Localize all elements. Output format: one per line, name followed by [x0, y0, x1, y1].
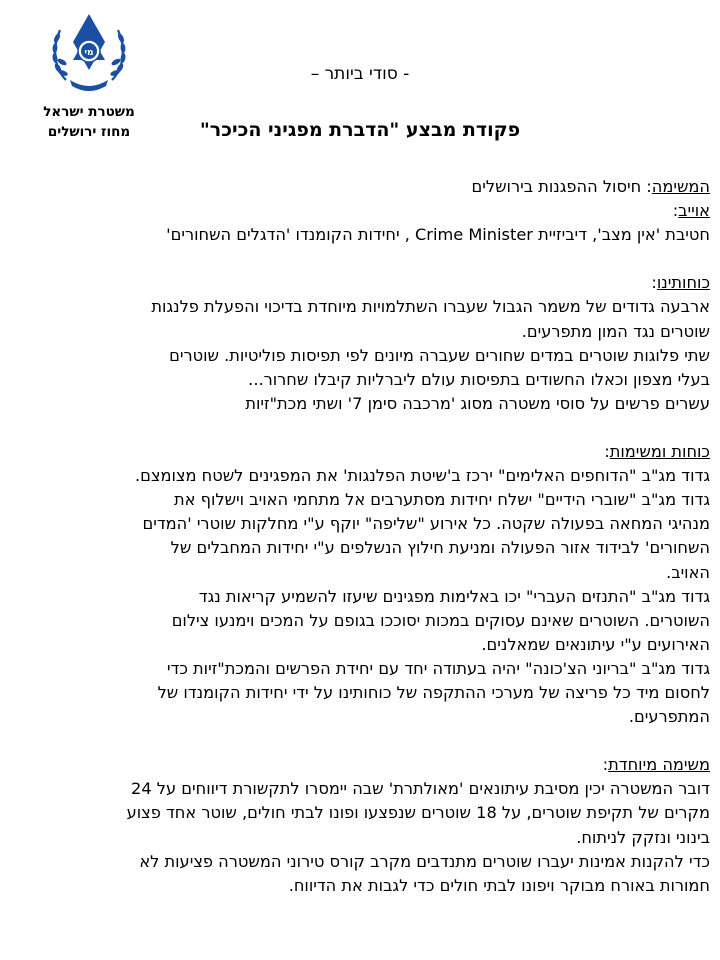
special-task-line: בינוני ונזקק לניתוח. — [576, 827, 710, 847]
forces-tasks-line: גדוד מג"ב "התנזים העברי" יכו באלימות מפגינים שיעזו להשמיע קריאות נגד — [198, 586, 710, 606]
forces-tasks-line: השוטרים. השוטרים שאינם עסוקים במכות יסוככו בגופם על המכים וימנעו צילום — [171, 610, 710, 630]
special-task-line: דובר המשטרה יכין מסיבת עיתונאים 'מאולתרת' שבה יימסרו לתקשורת דיווחים על 24 — [131, 779, 710, 799]
forces-tasks-label-line: כוחות ומשימות: — [604, 442, 710, 462]
forces-tasks-line: גדוד מג"ב "בריוני הצ'כונה" יהיה בעתודה יחד עם יחידת הפרשים והמכת"זיות כדי — [166, 658, 710, 678]
forces-tasks-line: גדוד מג"ב "שוברי הידיים" ישלח יחידות מסתערבים אל מתחמי האויב וישלוף את — [174, 490, 710, 510]
enemy-label: אוייב — [678, 201, 710, 221]
special-task-label: משימה מיוחדת — [608, 755, 710, 775]
mission-label: המשימה — [651, 177, 710, 196]
organization-name — [20, 102, 158, 142]
police-emblem-icon — [48, 10, 130, 92]
forces-tasks-line: השחורים' לבידוד אזור הפעולה ומניעת חילוץ הנשלפים ע"י יחידות המחבלים של — [170, 538, 710, 558]
special-task-label-line: משימה מיוחדת: — [602, 755, 710, 775]
israel-police-emblem — [48, 10, 130, 92]
our-forces-label-line: כוחותינו: — [651, 273, 710, 293]
forces-tasks-line: גדוד מג"ב "הדוחפים האלימים" ירכז ב'שיטת הפלנגות' את המפגינים לשטח מצומצם. — [134, 466, 710, 486]
org-line-2: מחוז ירושלים — [47, 124, 131, 140]
forces-tasks-line: מנהיגי המחאה בפעולה שקטה. כל אירוע "שליפה" יוקף ע"י מחלקות שוטרי 'המדים — [142, 514, 710, 534]
emblem-letters: מי — [84, 48, 94, 58]
forces-tasks-line: לחסום מיד כל פריצה של מערכי ההתקפה של כוחותינו על ידי יחידות הקומנדו של — [157, 682, 710, 702]
special-task-line: כדי להקנות אמינות יעברו שוטרים מתנדבים מקרב קורס טירוני המשטרה פציעות לא — [139, 851, 710, 871]
mission-line — [16, 175, 710, 199]
enemy-label-line: אוייב: — [672, 201, 710, 221]
forces-tasks-label: כוחות ומשימות — [609, 442, 710, 462]
forces-tasks-line: המתפרעים. — [628, 707, 710, 727]
forces-tasks-line: האירועים ע"י עיתונאים שמאלנים. — [481, 634, 710, 654]
spacer — [16, 416, 710, 440]
forces-tasks-line: האויב. — [666, 562, 710, 582]
special-task-line: חמורות באורח מבוקר ויפונו לבתי חולים כדי לגבות את הדיווח. — [288, 875, 710, 895]
document-title: פקודת מבצע "הדברת מפגיני הכיכר" — [199, 119, 521, 141]
spacer — [16, 729, 710, 753]
our-forces-line: ארבעה גדודים של משמר הגבול שעברו השתלמויות מיוחדת בדיכוי והפעלת פלנגות — [151, 297, 710, 317]
special-task-line: מקרים של תקיפת שוטרים, על 18 שוטרים שנפצעו ופונו לבתי חולים, שוטר אחד פצוע — [126, 803, 710, 823]
enemy-text: חטיבת 'אין מצב', דיביזיית Crime Minister , יחידות הקומנדו 'הדגלים השחורים' — [166, 225, 710, 245]
our-forces-line: שוטרים נגד המון מתפרעים. — [521, 321, 710, 341]
spacer — [16, 247, 710, 271]
document-body — [16, 175, 710, 898]
our-forces-label: כוחותינו — [656, 273, 710, 293]
org-line-1: משטרת ישראל — [43, 104, 135, 120]
our-forces-line: שתי פלוגות שוטרים במדים שחורים שעברה מיונים לפי תפיסות פוליטיות. שוטרים — [169, 345, 710, 365]
mission-text: : חיסול ההפגנות בירושלים — [471, 177, 652, 196]
classification-label: - סודי ביותר – — [310, 64, 410, 84]
our-forces-line: עשרים פרשים על סוסי משטרה מסוג 'מרכבה סימן 7' ושתי מכת"זיות — [245, 393, 710, 413]
our-forces-line: בעלי מצפון וכאלו החשודים בתפיסות עולם ליברליות קיבלו שחרור... — [248, 369, 710, 389]
